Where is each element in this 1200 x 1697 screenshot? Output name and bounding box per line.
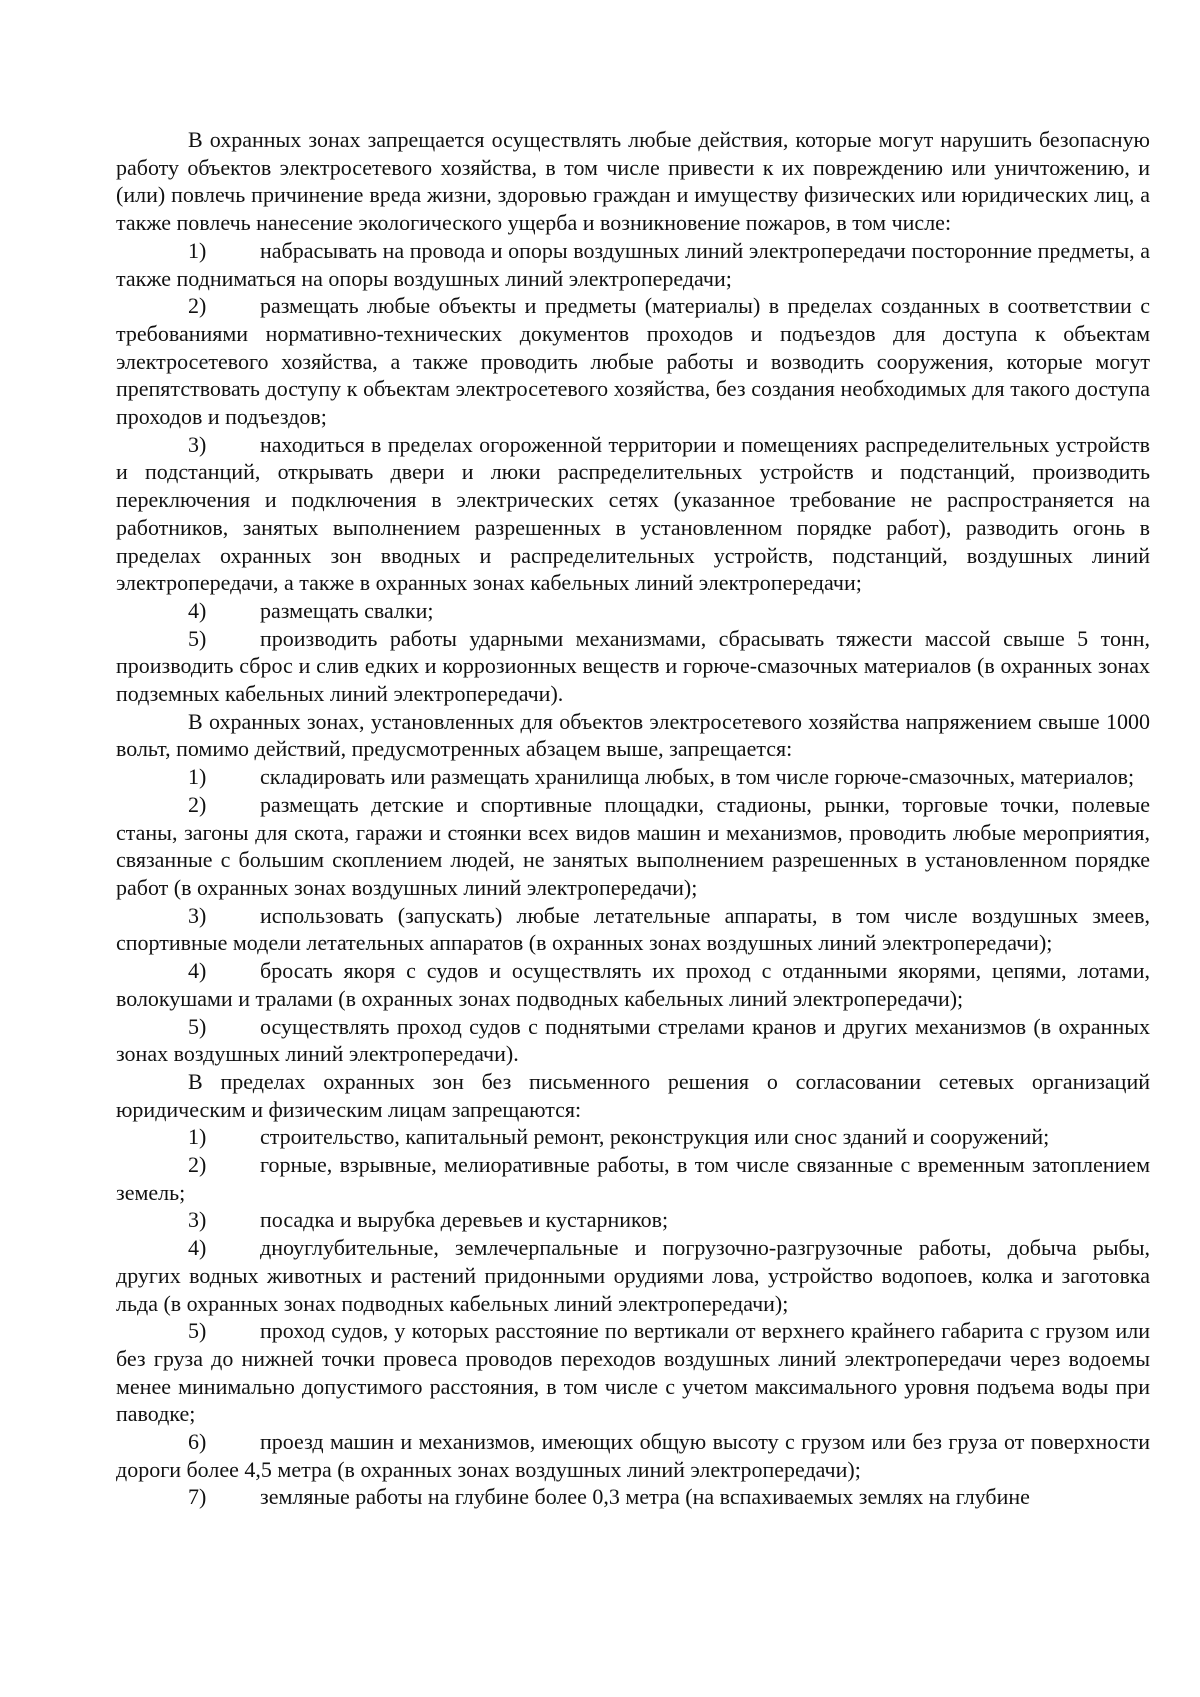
item-text: проход судов, у которых расстояние по вертикали от верхнего крайнего габарита с грузом или без груза до нижней точки провеса проводов переходов воздушных линий электропередачи через водоемы менее минимально допустимого расстояния, в том числе с учетом максимального уровня подъема воды при паводке;	[116, 1318, 1150, 1427]
list-item	[116, 957, 1150, 1012]
paragraph-intro: В охранных зонах запрещается осуществлять любые действия, которые могут нарушить безопасную работу объектов электросетевого хозяйства, в том числе привести к их повреждению или уничтожению, и (или) повлечь причинение вреда жизни, здоровью граждан и имуществу физических или юридических лиц, а также повлечь нанесение экологического ущерба и возникновение пожаров, в том числе:	[116, 127, 1150, 236]
paragraph-intro: В пределах охранных зон без письменного решения о согласовании сетевых организаций юридическим и физическим лицам запрещаются:	[116, 1068, 1150, 1122]
item-number: 2)	[188, 293, 207, 319]
list-item	[116, 625, 1150, 708]
list-item	[116, 431, 1150, 597]
paragraph-intro: В охранных зонах, установленных для объектов электросетевого хозяйства напряжением свыше 1000 вольт, помимо действий, предусмотренных абзацем выше, запрещается:	[116, 708, 1150, 762]
item-number: 3)	[188, 902, 207, 928]
list-item	[116, 1206, 1150, 1234]
list-item	[116, 1234, 1150, 1317]
item-text: размещать детские и спортивные площадки, стадионы, рынки, торговые точки, полевые станы, загоны для скота, гаражи и стоянки всех видов машин и механизмов, проводить любые мероприятия, связанные с большим скоплением людей, не занятых выполнением разрешенных в установленном порядке работ (в охранных зонах воздушных линий электропередачи);	[116, 791, 1150, 900]
item-text: размещать свалки;	[260, 597, 434, 623]
item-number: 4)	[188, 1235, 207, 1261]
item-number: 7)	[188, 1484, 207, 1510]
item-text: строительство, капитальный ремонт, реконструкция или снос зданий и сооружений;	[260, 1124, 1050, 1150]
item-text: размещать любые объекты и предметы (материалы) в пределах созданных в соответствии с требованиями нормативно-технических документов проходов и подъездов для доступа к объектам электросетевого хозяйства, а также проводить любые работы и возводить сооружения, которые могут препятствовать доступу к объектам электросетевого хозяйства, без создания необходимых для такого доступа проходов и подъездов;	[116, 293, 1150, 430]
item-number: 4)	[188, 958, 207, 984]
item-text: земляные работы на глубине более 0,3 метра (на вспахиваемых землях на глубине	[260, 1484, 1030, 1510]
list-item	[116, 1123, 1150, 1151]
item-text: складировать или размещать хранилища любых, в том числе горюче-смазочных, материалов;	[260, 764, 1135, 790]
document-page	[116, 126, 1150, 1511]
list-item	[116, 763, 1150, 791]
item-text: находиться в пределах огороженной территории и помещениях распределительных устройств и подстанций, открывать двери и люки распределительных устройств и подстанций, производить переключения и подключения в электрических сетях (указанное требование не распространяется на работников, занятых выполнением разрешенных в установленном порядке работ), разводить огонь в пределах охранных зон вводных и распределительных устройств, подстанций, воздушных линий электропередачи, а также в охранных зонах кабельных линий электропередачи;	[116, 431, 1150, 596]
item-number: 5)	[188, 625, 207, 651]
list-item	[116, 597, 1150, 625]
item-number: 3)	[188, 431, 207, 457]
list-item	[116, 1428, 1150, 1483]
item-number: 1)	[188, 764, 207, 790]
item-number: 2)	[188, 1152, 207, 1178]
item-number: 2)	[188, 791, 207, 817]
list-item	[116, 1013, 1150, 1068]
item-number: 5)	[188, 1318, 207, 1344]
item-number: 6)	[188, 1429, 207, 1455]
item-text: производить работы ударными механизмами, сбрасывать тяжести массой свыше 5 тонн, производить сброс и слив едких и коррозионных веществ и горюче-смазочных материалов (в охранных зонах подземных кабельных линий электропередачи).	[116, 625, 1150, 707]
list-item	[116, 1483, 1150, 1511]
item-text: бросать якоря с судов и осуществлять их проход с отданными якорями, цепями, лотами, волокушами и тралами (в охранных зонах подводных кабельных линий электропередачи);	[116, 958, 1150, 1011]
list-item	[116, 1151, 1150, 1206]
item-number: 3)	[188, 1207, 207, 1233]
item-number: 5)	[188, 1013, 207, 1039]
list-item	[116, 1317, 1150, 1428]
list-item	[116, 902, 1150, 957]
item-text: набрасывать на провода и опоры воздушных линий электропередачи посторонние предметы, а также подниматься на опоры воздушных линий электропередачи;	[116, 237, 1150, 291]
item-text: использовать (запускать) любые летательные аппараты, в том числе воздушных змеев, спортивные модели летательных аппаратов (в охранных зонах воздушных линий электропередачи);	[116, 902, 1150, 956]
list-item	[116, 791, 1150, 902]
item-text: горные, взрывные, мелиоративные работы, в том числе связанные с временным затоплением земель;	[116, 1152, 1150, 1205]
item-number: 1)	[188, 1124, 207, 1150]
item-text: дноуглубительные, землечерпальные и погрузочно-разгрузочные работы, добыча рыбы, других водных животных и растений придонными орудиями лова, устройство водопоев, колка и заготовка льда (в охранных зонах подводных кабельных линий электропередачи);	[116, 1235, 1150, 1316]
item-number: 1)	[188, 237, 207, 263]
list-item	[116, 292, 1150, 431]
list-item	[116, 237, 1150, 292]
item-number: 4)	[188, 597, 207, 623]
item-text: проезд машин и механизмов, имеющих общую высоту с грузом или без груза от поверхности дороги более 4,5 метра (в охранных зонах воздушных линий электропередачи);	[116, 1429, 1150, 1482]
item-text: осуществлять проход судов с поднятыми стрелами кранов и других механизмов (в охранных зонах воздушных линий электропередачи).	[116, 1013, 1150, 1067]
item-text: посадка и вырубка деревьев и кустарников;	[260, 1207, 669, 1233]
